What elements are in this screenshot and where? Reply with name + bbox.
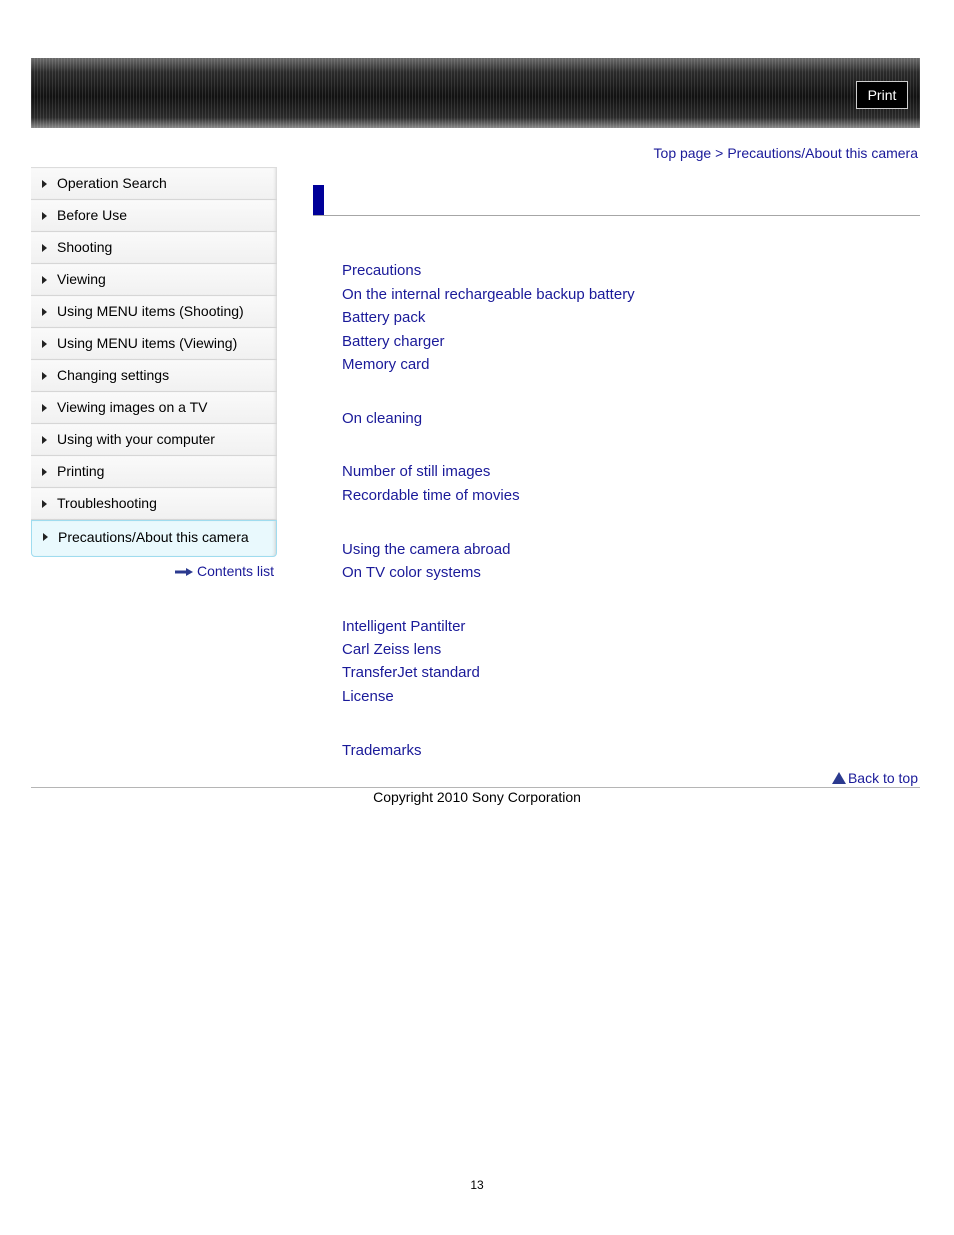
sidebar-item-printing[interactable] [31,456,277,488]
link-precautions[interactable]: Precautions [342,262,422,279]
print-button[interactable]: Print [856,81,908,109]
sidebar-item-label: Viewing [57,271,106,287]
sidebar-item-troubleshooting[interactable] [31,488,277,520]
sidebar-item-label: Operation Search [57,175,167,191]
link-backup-battery[interactable]: On the internal rechargeable backup battery [342,286,635,303]
header-banner [31,58,920,128]
link-recordable-time[interactable]: Recordable time of movies [342,487,520,504]
back-to-top-label: Back to top [847,770,918,786]
breadcrumb-current[interactable]: Precautions/About this camera [727,145,918,161]
sidebar-item-label: Using MENU items (Viewing) [57,335,238,351]
sidebar-item-viewing[interactable] [31,264,277,296]
triangle-right-icon [42,276,47,284]
sidebar-item-menu-shooting[interactable] [31,296,277,328]
sidebar-item-label: Printing [57,463,105,479]
link-tv-color-systems[interactable]: On TV color systems [342,564,481,581]
breadcrumb-separator: > [715,145,724,161]
sidebar-item-before-use[interactable] [31,200,277,232]
link-battery-pack[interactable]: Battery pack [342,309,426,326]
triangle-right-icon [42,436,47,444]
triangle-right-icon [42,340,47,348]
sidebar [31,167,277,557]
back-to-top-link[interactable] [832,770,918,786]
link-trademarks[interactable]: Trademarks [342,742,422,759]
triangle-right-icon [43,533,48,541]
triangle-right-icon [42,404,47,412]
sidebar-item-shooting[interactable] [31,232,277,264]
link-intelligent-pantilter[interactable]: Intelligent Pantilter [342,618,466,635]
sidebar-item-label: Shooting [57,239,113,255]
sidebar-item-label: Before Use [57,207,128,223]
sidebar-item-label: Viewing images on a TV [57,399,208,415]
title-accent-block [313,185,324,215]
link-license[interactable]: License [342,688,394,705]
page-title-bar [313,185,920,216]
link-carl-zeiss-lens[interactable]: Carl Zeiss lens [342,641,442,658]
sidebar-item-operation-search[interactable] [31,168,277,200]
link-transferjet[interactable]: TransferJet standard [342,664,480,681]
sidebar-item-viewing-tv[interactable] [31,392,277,424]
contents-list-link[interactable] [175,563,274,579]
page-number: 13 [470,1178,484,1192]
sidebar-item-menu-viewing[interactable] [31,328,277,360]
triangle-right-icon [42,212,47,220]
sidebar-item-precautions[interactable] [31,520,277,557]
link-memory-card[interactable]: Memory card [342,356,430,373]
sidebar-item-label: Using MENU items (Shooting) [57,303,244,319]
link-on-cleaning[interactable]: On cleaning [342,410,423,427]
link-number-still-images[interactable]: Number of still images [342,463,491,480]
sidebar-item-label: Changing settings [57,367,170,383]
footer-divider [31,787,920,788]
contents-list-label: Contents list [197,563,275,579]
sidebar-item-changing-settings[interactable] [31,360,277,392]
copyright-text: Copyright 2010 Sony Corporation [373,789,581,805]
breadcrumb [654,145,918,161]
triangle-right-icon [42,372,47,380]
sidebar-item-label: Troubleshooting [57,495,157,511]
link-battery-charger[interactable]: Battery charger [342,333,445,350]
triangle-right-icon [42,500,47,508]
sidebar-item-label: Precautions/About this camera [58,529,249,545]
triangle-right-icon [42,180,47,188]
triangle-right-icon [42,244,47,252]
breadcrumb-top-page[interactable]: Top page [653,145,712,161]
sidebar-item-label: Using with your computer [57,431,215,447]
triangle-right-icon [42,468,47,476]
link-camera-abroad[interactable]: Using the camera abroad [342,541,511,558]
triangle-up-icon [832,772,846,784]
triangle-right-icon [42,308,47,316]
sidebar-item-computer[interactable] [31,424,277,456]
arrow-right-icon [175,568,193,576]
